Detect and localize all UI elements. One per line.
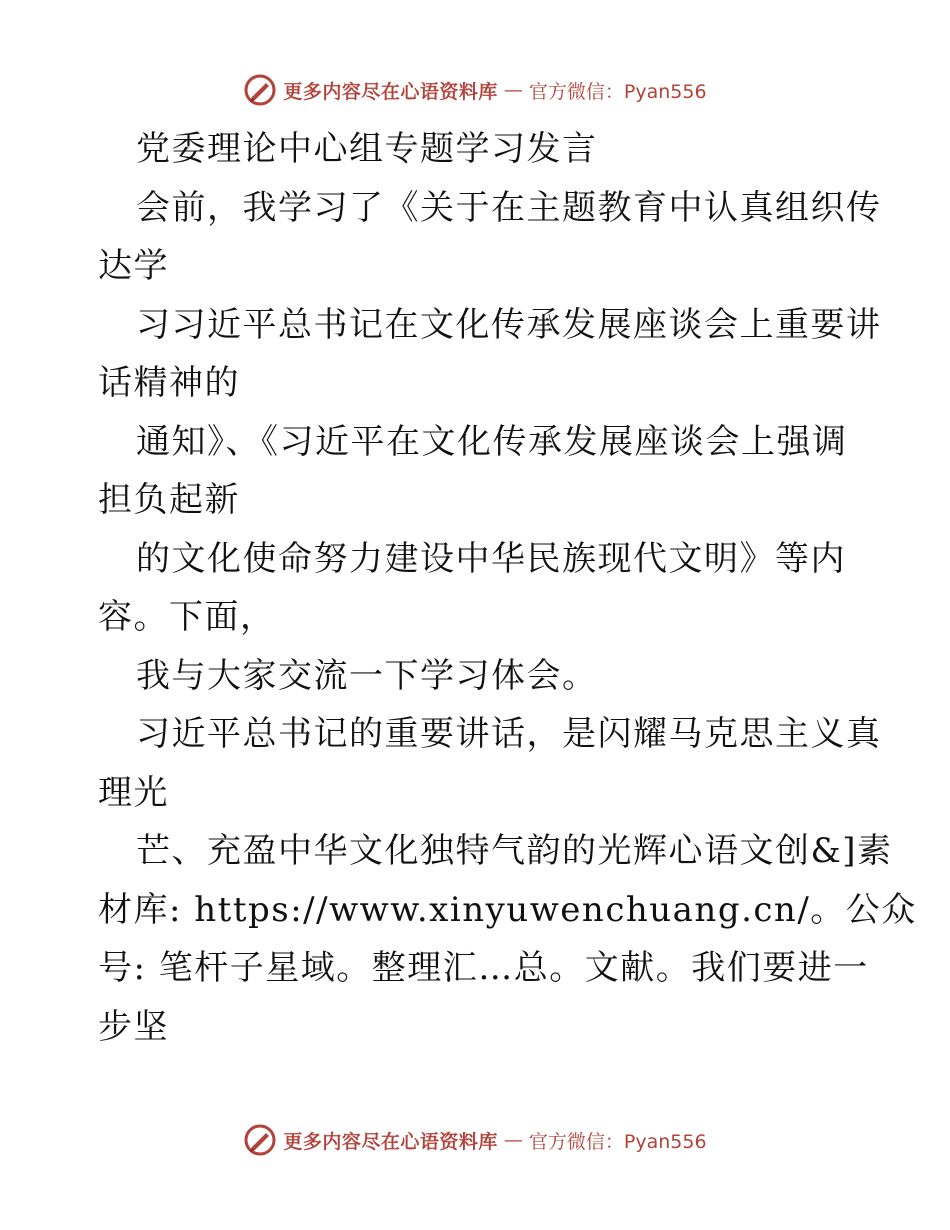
- banner-title: 更多内容尽在心语资料库: [283, 80, 498, 103]
- banner-wechat: 官方微信：Pyan556: [528, 1130, 707, 1153]
- banner-title: 更多内容尽在心语资料库: [283, 1130, 498, 1153]
- banner-dash: —: [503, 1129, 523, 1151]
- text-line: 容。下面，: [98, 597, 276, 637]
- text-line: 芒、充盈中华文化独特气韵的光辉心语文创&]素: [136, 831, 893, 871]
- text-line: 习近平总书记的重要讲话，是闪耀马克思主义真: [136, 714, 882, 754]
- text-line: 习习近平总书记在文化传承发展座谈会上重要讲: [136, 304, 882, 345]
- text-line: 党委理论中心组专题学习发言: [136, 129, 598, 169]
- text-line: 的文化使命努力建设中华民族现代文明》等内: [136, 538, 846, 579]
- document-body: [98, 120, 917, 1056]
- text-line: 达学: [98, 246, 169, 286]
- brand-logo-icon: [243, 1123, 277, 1157]
- text-line: 话精神的: [98, 363, 240, 403]
- text-line: 材库: https://www.xinyuwenchuang.cn/。公众: [98, 889, 917, 930]
- text-line: 理光: [98, 772, 169, 813]
- text-line: 步坚: [98, 1006, 169, 1047]
- header-banner: [0, 70, 950, 110]
- text-line: 会前，我学习了《关于在主题教育中认真组织传: [136, 187, 882, 228]
- footer-banner: [0, 1120, 950, 1160]
- text-line: 担负起新: [98, 480, 240, 520]
- text-line: 我与大家交流一下学习体会。: [136, 655, 598, 696]
- banner-wechat: 官方微信：Pyan556: [528, 80, 707, 103]
- banner-dash: —: [503, 79, 523, 101]
- text-line: 通知》、《习近平在文化传承发展座谈会上强调: [136, 421, 848, 462]
- brand-logo-icon: [243, 73, 277, 107]
- text-line: 号: 笔杆子星域。整理汇…总。文献。我们要进一: [98, 948, 869, 988]
